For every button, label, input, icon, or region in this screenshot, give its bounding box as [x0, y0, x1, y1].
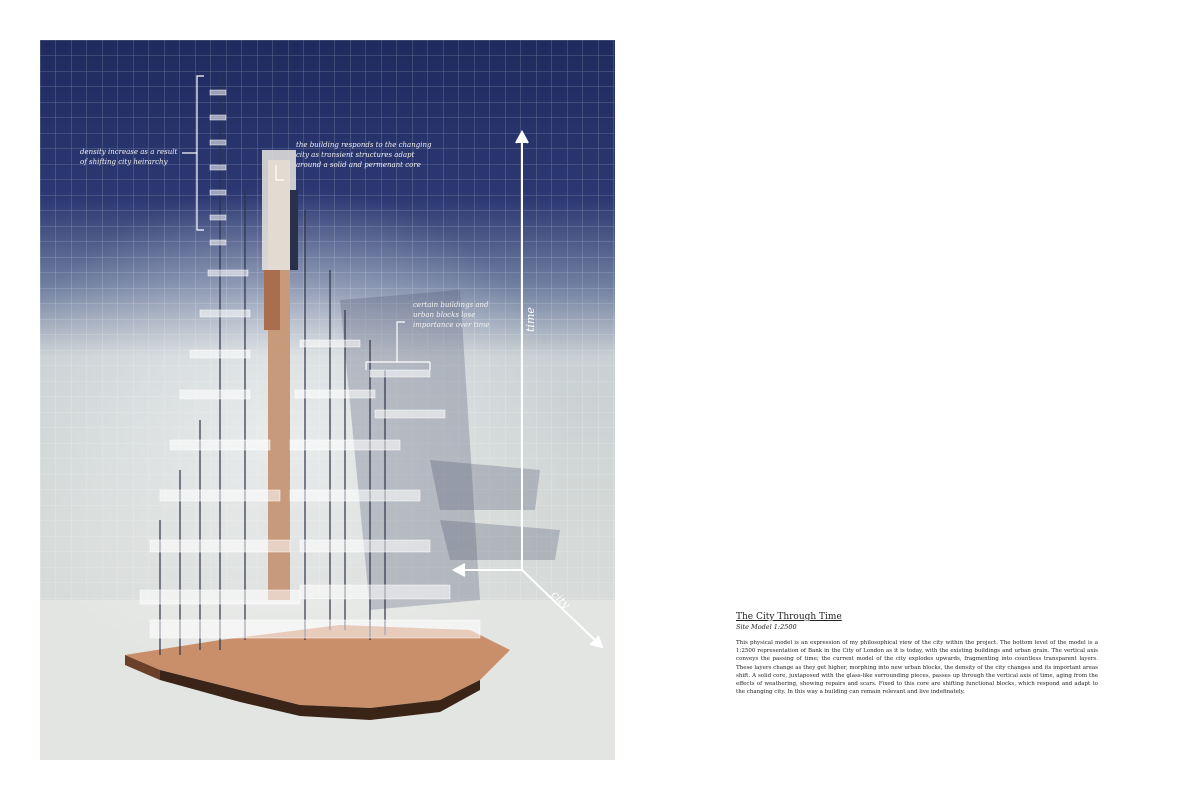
caption-block: [736, 612, 1098, 696]
caption-body: This physical model is an expression of my philosophical view of the city within the project. The bottom level of the model is a 1:2500 representation of Bank in the City of London as it is today, with the existing buildings and urban grain. The vertical axis conveys the passing of time; the current model of the city explodes upwards, fragmenting into countless transparent layers. These layers change as they get higher, morphing into new urban blocks, the density of the city changes and its important areas shift. A solid core, juxtaposed with the glass-like surrounding pieces, passes up through the vertical axis of time, aging from the effects of weathering, showing repairs and scars. Fixed to this core are shifting functional blocks, which respond and adapt to the changing city. In this way a building can remain relevant and live indefinately.: [736, 640, 1098, 696]
annotation-core: the building responds to the changing city as transient structures adapt around a solid and permenant core: [296, 141, 432, 169]
axis-label-time: time: [524, 307, 537, 332]
model-photograph: [40, 40, 615, 760]
axis-label-city: city: [548, 588, 573, 612]
annotation-density: density increase as a result of shifting city heirarchy: [80, 148, 178, 166]
caption-title: The City Through Time: [736, 612, 842, 622]
annotation-importance: certain buildings and urban blocks lose importance over time: [413, 301, 490, 329]
caption-subtitle: Site Model 1:2500: [736, 623, 797, 631]
